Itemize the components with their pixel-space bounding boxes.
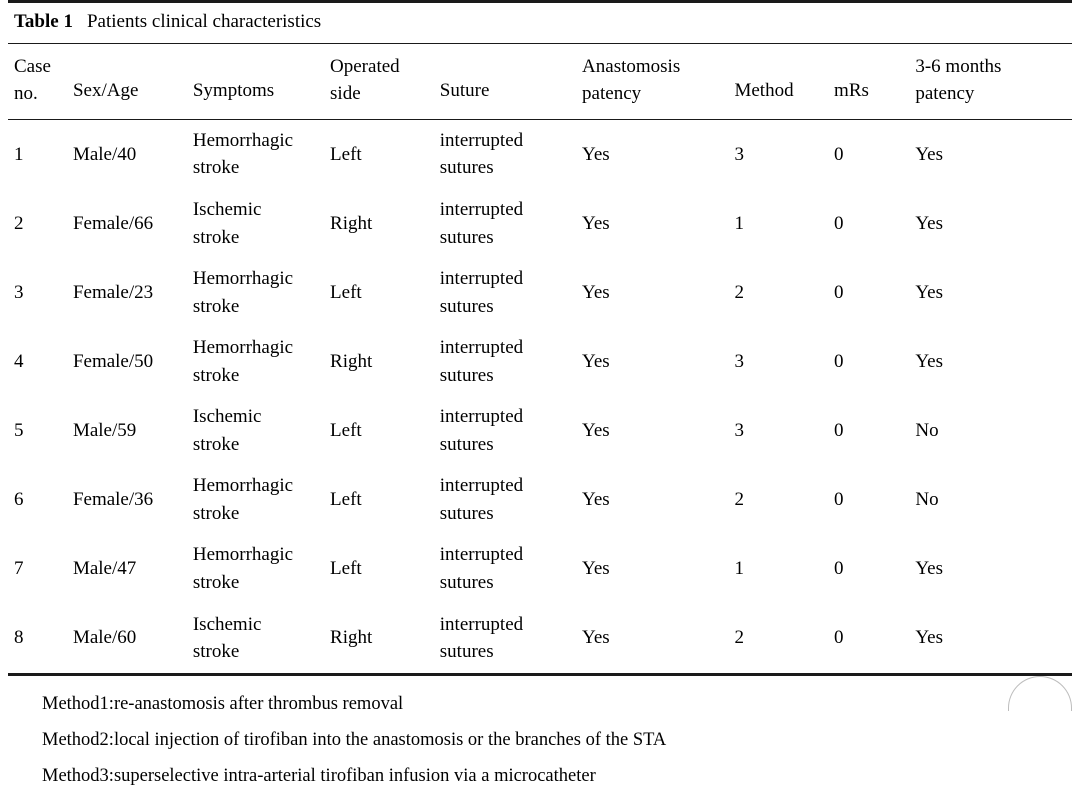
table-footnotes: [8, 676, 1072, 794]
column-header-anastomosis-patency-line1: Anastomosis: [582, 55, 681, 77]
column-header-3-6-months-patency: [909, 44, 1072, 120]
cell-anastomosis-patency: Yes: [582, 212, 610, 234]
cell-symptoms: [187, 189, 324, 258]
column-header-anastomosis-patency: [576, 44, 728, 120]
table-header: [8, 44, 1072, 120]
cell-3-6-months-patency: Yes: [915, 212, 943, 234]
cell-operated-side: Left: [330, 558, 362, 580]
cell-suture-line2: sutures: [439, 295, 494, 317]
cell-symptoms-line1: Ischemic: [192, 613, 262, 635]
table-row: [8, 327, 1072, 396]
cell-anastomosis-patency: Yes: [582, 350, 610, 372]
cell-suture-line2: sutures: [439, 157, 494, 179]
cell-3-6-months-patency: Yes: [915, 558, 943, 580]
footnote-method1: Method1:re-anastomosis after thrombus removal: [42, 693, 404, 714]
cell-symptoms: [187, 604, 324, 673]
cell-sex-age: Female/23: [72, 281, 154, 303]
cell-symptoms-line1: Hemorrhagic: [192, 129, 294, 151]
cell-method: 1: [734, 558, 744, 580]
cell-symptoms: [187, 534, 324, 603]
cell-suture: [434, 119, 576, 189]
cell-suture: [434, 396, 576, 465]
cell-symptoms: [187, 327, 324, 396]
cell-symptoms-line2: stroke: [192, 295, 240, 317]
column-header-symptoms: [187, 44, 324, 120]
cell-suture: [434, 465, 576, 534]
cell-3-6-months-patency: Yes: [915, 627, 943, 649]
table-row: [8, 258, 1072, 327]
cell-suture-line1: interrupted: [439, 475, 524, 497]
cell-suture-line1: interrupted: [439, 198, 524, 220]
cell-symptoms-line1: Hemorrhagic: [192, 544, 294, 566]
cell-case: 2: [14, 212, 24, 234]
cell-symptoms: [187, 465, 324, 534]
cell-suture-line2: sutures: [439, 226, 494, 248]
cell-symptoms: [187, 396, 324, 465]
table-row: [8, 189, 1072, 258]
cell-method: 2: [734, 281, 744, 303]
cell-case: 5: [14, 420, 24, 442]
cell-method: 2: [734, 489, 744, 511]
cell-symptoms-line1: Hemorrhagic: [192, 337, 294, 359]
cell-mrs: 0: [834, 212, 844, 234]
column-header-mrs: [828, 44, 909, 120]
cell-case: 6: [14, 489, 24, 511]
cell-mrs: 0: [834, 489, 844, 511]
cell-symptoms-line2: stroke: [192, 157, 240, 179]
table-caption-label: Table 1: [14, 11, 73, 32]
cell-sex-age: Female/50: [72, 350, 154, 372]
cell-suture: [434, 604, 576, 673]
cell-suture-line1: interrupted: [439, 337, 524, 359]
cell-symptoms-line1: Hemorrhagic: [192, 268, 294, 290]
cell-case: 4: [14, 350, 24, 372]
table-body: [8, 119, 1072, 672]
cell-method: 3: [734, 350, 744, 372]
cell-symptoms-line2: stroke: [192, 572, 240, 593]
cell-symptoms-line1: Ischemic: [192, 406, 262, 428]
table-row: [8, 465, 1072, 534]
cell-symptoms-line2: stroke: [192, 433, 240, 455]
cell-3-6-months-patency: Yes: [915, 350, 943, 372]
cell-symptoms: [187, 258, 324, 327]
cell-mrs: 0: [834, 350, 844, 372]
cell-operated-side: Right: [330, 350, 373, 372]
column-header-mrs-line1: mRs: [834, 79, 869, 101]
cell-suture: [434, 327, 576, 396]
column-header-operated-side-line2: side: [330, 83, 361, 105]
column-header-suture: [434, 44, 576, 120]
clinical-characteristics-table: [8, 44, 1072, 673]
column-header-suture-line1: Suture: [439, 79, 490, 101]
cell-mrs: 0: [834, 627, 844, 649]
cell-case: 8: [14, 627, 24, 649]
cell-operated-side: Left: [330, 143, 362, 165]
cell-operated-side: Left: [330, 489, 362, 511]
cell-symptoms-line2: stroke: [192, 226, 240, 248]
cell-suture-line2: sutures: [439, 641, 494, 663]
column-header-case: [8, 44, 67, 120]
cell-mrs: 0: [834, 420, 844, 442]
cell-method: 3: [734, 143, 744, 165]
cell-anastomosis-patency: Yes: [582, 281, 610, 303]
table-row: [8, 534, 1072, 603]
cell-method: 3: [734, 420, 744, 442]
column-header-3-6-months-patency-line2: patency: [915, 83, 975, 105]
cell-suture: [434, 534, 576, 603]
cell-anastomosis-patency: Yes: [582, 489, 610, 511]
cell-sex-age: Female/66: [72, 212, 154, 234]
cell-suture-line2: sutures: [439, 572, 494, 593]
cell-operated-side: Right: [330, 212, 373, 234]
cell-symptoms-line1: Ischemic: [192, 198, 262, 220]
cell-anastomosis-patency: Yes: [582, 143, 610, 165]
column-header-operated-side-line1: Operated: [330, 55, 400, 77]
cell-3-6-months-patency: Yes: [915, 281, 943, 303]
cell-sex-age: Male/40: [72, 143, 137, 165]
table-caption: [8, 0, 1072, 44]
cell-suture-line2: sutures: [439, 433, 494, 455]
cell-method: 2: [734, 627, 744, 649]
cell-case: 3: [14, 281, 24, 303]
cell-suture: [434, 189, 576, 258]
cell-symptoms-line2: stroke: [192, 364, 240, 386]
cell-case: 7: [14, 558, 24, 580]
cell-symptoms-line1: Hemorrhagic: [192, 475, 294, 497]
cell-case: 1: [14, 143, 24, 165]
column-header-method: [728, 44, 828, 120]
cell-anastomosis-patency: Yes: [582, 627, 610, 649]
cell-suture-line1: interrupted: [439, 268, 524, 290]
cell-sex-age: Female/36: [72, 489, 154, 511]
cell-sex-age: Male/60: [72, 627, 137, 649]
cell-suture: [434, 258, 576, 327]
cell-mrs: 0: [834, 558, 844, 580]
cell-suture-line2: sutures: [439, 502, 494, 524]
cell-suture-line1: interrupted: [439, 544, 524, 566]
column-header-symptoms-line1: Symptoms: [192, 79, 275, 101]
cell-operated-side: Right: [330, 627, 373, 649]
column-header-case-line2: no.: [14, 83, 38, 105]
cell-operated-side: Left: [330, 420, 362, 442]
cell-symptoms: [187, 119, 324, 189]
footnote-method3: Method3:superselective intra-arterial tirofiban infusion via a microcatheter: [42, 765, 596, 786]
table-caption-text: Patients clinical characteristics: [86, 11, 322, 32]
cell-sex-age: Male/59: [72, 420, 137, 442]
cell-method: 1: [734, 212, 744, 234]
cell-operated-side: Left: [330, 281, 362, 303]
table-row: [8, 119, 1072, 189]
cell-suture-line1: interrupted: [439, 129, 524, 151]
cell-mrs: 0: [834, 143, 844, 165]
column-header-method-line1: Method: [734, 79, 794, 101]
footnote-method2: Method2:local injection of tirofiban into the anastomosis or the branches of the STA: [42, 729, 667, 750]
cell-suture-line1: interrupted: [439, 406, 524, 428]
cell-3-6-months-patency: No: [915, 420, 939, 442]
cell-mrs: 0: [834, 281, 844, 303]
column-header-case-line1: Case: [14, 55, 51, 77]
column-header-operated-side: [324, 44, 434, 120]
table-row: [8, 396, 1072, 465]
cell-anastomosis-patency: Yes: [582, 420, 610, 442]
cell-suture-line1: interrupted: [439, 613, 524, 635]
cell-3-6-months-patency: Yes: [915, 143, 943, 165]
column-header-sex-age-line1: Sex/Age: [72, 79, 139, 101]
cell-sex-age: Male/47: [72, 558, 137, 580]
column-header-sex-age: [67, 44, 187, 120]
cell-symptoms-line2: stroke: [192, 502, 240, 524]
cell-anastomosis-patency: Yes: [582, 558, 610, 580]
table-header-row: [8, 44, 1072, 120]
cell-suture-line2: sutures: [439, 364, 494, 386]
table-row: [8, 604, 1072, 673]
column-header-anastomosis-patency-line2: patency: [582, 83, 642, 105]
cell-3-6-months-patency: No: [915, 489, 939, 511]
cell-symptoms-line2: stroke: [192, 641, 240, 663]
column-header-3-6-months-patency-line1: 3-6 months: [915, 55, 1002, 77]
